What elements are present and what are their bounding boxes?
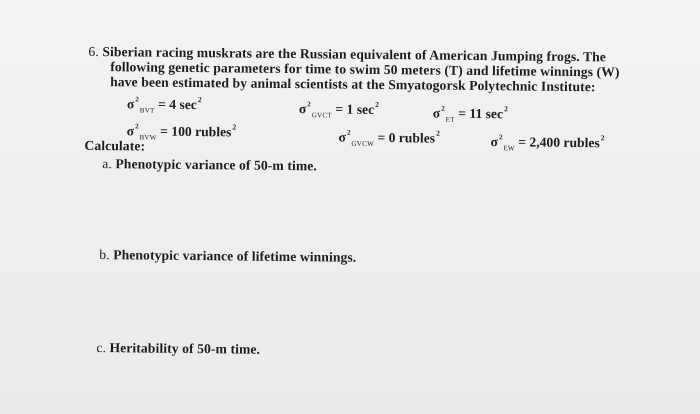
sigma-symbol: σ xyxy=(126,123,135,139)
unit-squared: 2 xyxy=(600,133,605,143)
param-subscript: BVT xyxy=(139,106,155,115)
param-value: = 2,400 rubles xyxy=(518,134,600,151)
part-c-label: c. xyxy=(96,340,107,356)
param-et xyxy=(433,104,508,123)
part-a-label: a. xyxy=(102,156,113,172)
squared-mark: 2 xyxy=(498,133,503,142)
part-c xyxy=(96,340,260,358)
squared-mark: 2 xyxy=(346,128,351,137)
part-b xyxy=(99,247,356,266)
unit-squared: 2 xyxy=(232,122,237,132)
unit-squared: 2 xyxy=(375,99,380,109)
param-subscript: BVW xyxy=(139,133,157,142)
question-line-3: have been estimated by animal scientists at the Smyatogorsk Polytechnic Institute: xyxy=(110,74,596,95)
param-gvct xyxy=(299,99,379,118)
param-value: = 100 rubles xyxy=(160,123,232,140)
param-value: = 4 sec xyxy=(158,96,197,113)
part-a-text: Phenotypic variance of 50-m time. xyxy=(115,156,318,174)
part-a xyxy=(102,156,317,174)
sigma-symbol: σ xyxy=(126,96,135,112)
param-value: = 1 sec xyxy=(335,101,375,117)
param-gvcw xyxy=(338,128,439,147)
sigma-symbol: σ xyxy=(490,134,499,150)
param-value: = 0 rubles xyxy=(377,129,436,146)
param-subscript: GVCW xyxy=(351,139,375,148)
param-bvt xyxy=(127,94,202,113)
squared-mark: 2 xyxy=(135,95,139,104)
sigma-symbol: σ xyxy=(338,129,347,145)
param-value: = 11 sec xyxy=(458,105,504,122)
question-line-2: following genetic parameters for time to swim 50 meters (T) and lifetime winnings (W) xyxy=(110,59,620,80)
sigma-symbol: σ xyxy=(432,105,441,121)
calculate-label: Calculate: xyxy=(84,137,146,154)
part-c-text: Heritability of 50-m time. xyxy=(109,340,261,357)
unit-squared: 2 xyxy=(197,95,202,105)
unit-squared: 2 xyxy=(436,128,440,138)
squared-mark: 2 xyxy=(441,104,445,113)
param-subscript: EW xyxy=(503,144,515,153)
squared-mark: 2 xyxy=(135,122,139,131)
param-subscript: GVCT xyxy=(311,111,333,120)
part-b-label: b. xyxy=(99,247,110,263)
part-b-text: Phenotypic variance of lifetime winnings. xyxy=(113,247,357,265)
question-number: 6. xyxy=(88,43,99,60)
sigma-symbol: σ xyxy=(298,101,307,117)
unit-squared: 2 xyxy=(504,104,508,114)
param-ew xyxy=(490,132,604,151)
question-text-1: Siberian racing muskrats are the Russian equivalent of American Jumping frogs. The xyxy=(102,44,607,65)
squared-mark: 2 xyxy=(307,100,311,109)
param-subscript: ET xyxy=(445,115,455,124)
